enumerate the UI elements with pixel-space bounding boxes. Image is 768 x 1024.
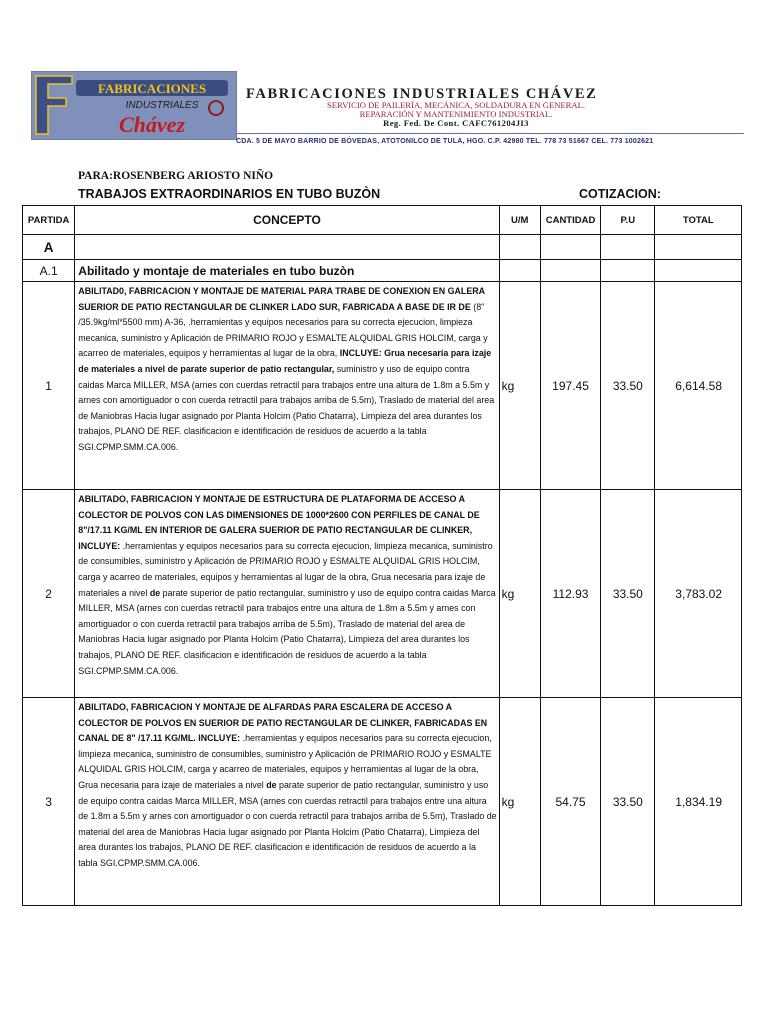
- col-header-concepto: CONCEPTO: [75, 206, 499, 235]
- company-logo: [31, 71, 237, 140]
- table-row: [23, 490, 742, 698]
- subsection-title: Abilitado y montaje de materiales en tubo buzòn: [75, 260, 499, 282]
- subsection-row: [23, 260, 742, 282]
- empty-cell: [540, 260, 600, 282]
- recipient-line: PARA:ROSENBERG ARIOSTO NIÑO: [78, 170, 274, 182]
- desc-text: .herramientas y equipos necesarios para su correcta ejecucion, limpieza mecanica, suministro de consumibles, suministro y Aplicación de PRIMARIO ROJO y ESMALTE ALQUIDAL GRIS HOLCIM, carga y acarreo de materiales, equipos y herramientas al lugar de la obra, Grua necesaria para izaje de materiales a nivel: [78, 540, 493, 598]
- tagline-maintenance: REPARACIÓN Y MANTENIMIENTO INDUSTRIAL.: [359, 109, 553, 119]
- company-name: FABRICACIONES INDUSTRIALES CHÁVEZ: [246, 86, 598, 102]
- desc-bold: INCLUYE: Grua necesaria para izaje de materiales a nivel de parate superior de patio rectangular,: [78, 348, 492, 374]
- item-total: 1,834.19: [655, 698, 742, 906]
- empty-cell: [499, 235, 540, 260]
- address-divider: [236, 133, 744, 134]
- table-header-row: [23, 206, 742, 235]
- logo-graphic: [32, 72, 236, 139]
- col-header-partida: PARTIDA: [23, 206, 75, 235]
- col-header-um: U/M: [499, 206, 540, 235]
- subsection-code: A.1: [23, 260, 75, 282]
- col-header-pu: P.U: [601, 206, 655, 235]
- table-row: [23, 698, 742, 906]
- desc-text: parate superior de patio rectangular, suministro y uso de equipo contra caidas Marca MILLER, MSA (arnes con cuerdas retractil para trabajos entre una altura de 1.8m a 5.5m y arnes con amortiguador o con cuerda retractil para trabajos arriba de 5.5m), Traslado de material del area de Maniobras Hacia lugar asignado por Planta Holcim (Patio Chatarra), Limpieza del area durantes los trabajos, PLANO DE REF. clasificacion e identificación de residuos de acuerdo a la tabla SGI.CPMP.SMM.CA.006.: [78, 587, 496, 676]
- item-quantity: 54.75: [540, 698, 600, 906]
- tagline-services: SERVICIO DE PAILERÍA, MECÁNICA, SOLDADURA EN GENERAL.: [327, 100, 585, 110]
- empty-cell: [601, 260, 655, 282]
- item-unit: kg: [499, 490, 540, 698]
- item-description: [75, 282, 499, 490]
- table-row: [23, 282, 742, 490]
- logo-text-1: FABRICACIONES: [97, 81, 207, 96]
- col-header-total: TOTAL: [655, 206, 742, 235]
- item-description: [75, 698, 499, 906]
- empty-cell: [655, 235, 742, 260]
- desc-text: suministro y uso de equipo contra caidas Marca MILLER, MSA (arnes con cuerdas retractil para trabajos entre una altura de 1.8m a 5.5m y arnes con amortiguador o con cuerda retractil para trabajos arriba de 5.5m), Traslado de material del area de Maniobras Hacia lugar asignado por Planta Holcim (Patio Chatarra), Limpieza del area durantes los trabajos, PLANO DE REF. clasificacion e identificación de residuos de acuerdo a la tabla SGI.CPMP.SMM.CA.006.: [78, 363, 495, 452]
- item-unit-price: 33.50: [601, 698, 655, 906]
- empty-cell: [75, 235, 499, 260]
- tax-registration: Reg. Fed. De Cont. CAFC761204JI3: [383, 118, 529, 128]
- item-unit: kg: [499, 698, 540, 906]
- item-quantity: 197.45: [540, 282, 600, 490]
- desc-text: parate superior de patio rectangular, suministro y uso de equipo contra caidas Marca MILLER, MSA (arnes con cuerdas retractil para trabajos entre una altura de 1.8m a 5.5m y arnes con amortiguador o con cuerda retractil para trabajos arriba de 5.5m), Traslado de material del area de Maniobras Hacia lugar asignado por Planta Holcim (Patio Chatarra), Limpieza del area durantes los trabajos, PLANO DE REF. clasificacion e identificación de residuos de acuerdo a la tabla SGI.CPMP.SMM.CA.006.: [78, 779, 497, 868]
- company-address: CDA. 5 DE MAYO BARRIO DE BÓVEDAS, ATOTONILCO DE TULA, HGO. C.P. 42980 TEL. 778 73 51667 CEL. 773 1002621: [236, 138, 654, 145]
- desc-bold: ABILITADO, FABRICACION Y MONTAJE DE ESTRUCTURA DE PLATAFORMA DE ACCESO A COLECTOR DE POLVOS CON LAS DIMENSIONES DE 1000*2600 CON PERFILES DE CANAL DE 8"/17.11 KG/ML EN INTERIOR DE GALERA SUERIOR DE PATIO RECTANGULAR DE CLINKER, INCLUYE:: [78, 494, 480, 551]
- section-row: [23, 235, 742, 260]
- item-number: 1: [23, 282, 75, 490]
- item-total: 3,783.02: [655, 490, 742, 698]
- item-number: 2: [23, 490, 75, 698]
- col-header-cantidad: CANTIDAD: [540, 206, 600, 235]
- item-total: 6,614.58: [655, 282, 742, 490]
- item-quantity: 112.93: [540, 490, 600, 698]
- logo-text-2: INDUSTRIALES: [125, 100, 199, 111]
- item-description: [75, 490, 499, 698]
- empty-cell: [655, 260, 742, 282]
- quote-label: COTIZACION:: [579, 187, 661, 201]
- section-letter: A: [23, 235, 75, 260]
- desc-text: (8" /35.9kg/ml*5500 mm) A-36, .herramientas y equipos necesarios para su correcta ejecucion, limpieza mecanica, suministro y Aplicación de PRIMARIO ROJO y ESMALTE ALQUIDAL GRIS HOLCIM, carga y acarreo de materiales, equipos y herramientas al lugar de la obra,: [78, 301, 488, 359]
- empty-cell: [499, 260, 540, 282]
- quote-table: [22, 205, 742, 906]
- desc-text: .herramientas y equipos necesarios para su correcta ejecucion, limpieza mecanica, suministro de consumibles, suministro y Aplicación de PRIMARIO ROJO y ESMALTE ALQUIDAL GRIS HOLCIM, carga y acarreo de materiales, equipos y herramientas al lugar de la obra, Grua necesaria para izaje de materiales a nivel: [78, 733, 492, 790]
- desc-bold: de: [149, 587, 161, 598]
- empty-cell: [540, 235, 600, 260]
- item-unit-price: 33.50: [601, 490, 655, 698]
- quote-subject: TRABAJOS EXTRAORDINARIOS EN TUBO BUZÒN: [78, 187, 381, 201]
- empty-cell: [601, 235, 655, 260]
- desc-bold: de: [266, 779, 277, 790]
- desc-bold: ABILITADO, FABRICACION Y MONTAJE DE ALFARDAS PARA ESCALERA DE ACCESO A COLECTOR DE POLVOS EN SUERIOR DE PATIO RECTANGULAR DE CLINKER, FABRICADAS EN CANAL DE 8" /17.11 KG/ML. INCLUYE:: [78, 702, 488, 744]
- item-unit-price: 33.50: [601, 282, 655, 490]
- item-number: 3: [23, 698, 75, 906]
- logo-text-3: Chávez: [119, 112, 185, 137]
- desc-bold: ABILITAD0, FABRICACION Y MONTAJE DE MATERIAL PARA TRABE DE CONEXION EN GALERA SUERIOR DE PATIO RECTANGULAR DE CLINKER LADO SUR, FABRICADA A BASE DE IR DE: [78, 286, 485, 312]
- item-unit: kg: [499, 282, 540, 490]
